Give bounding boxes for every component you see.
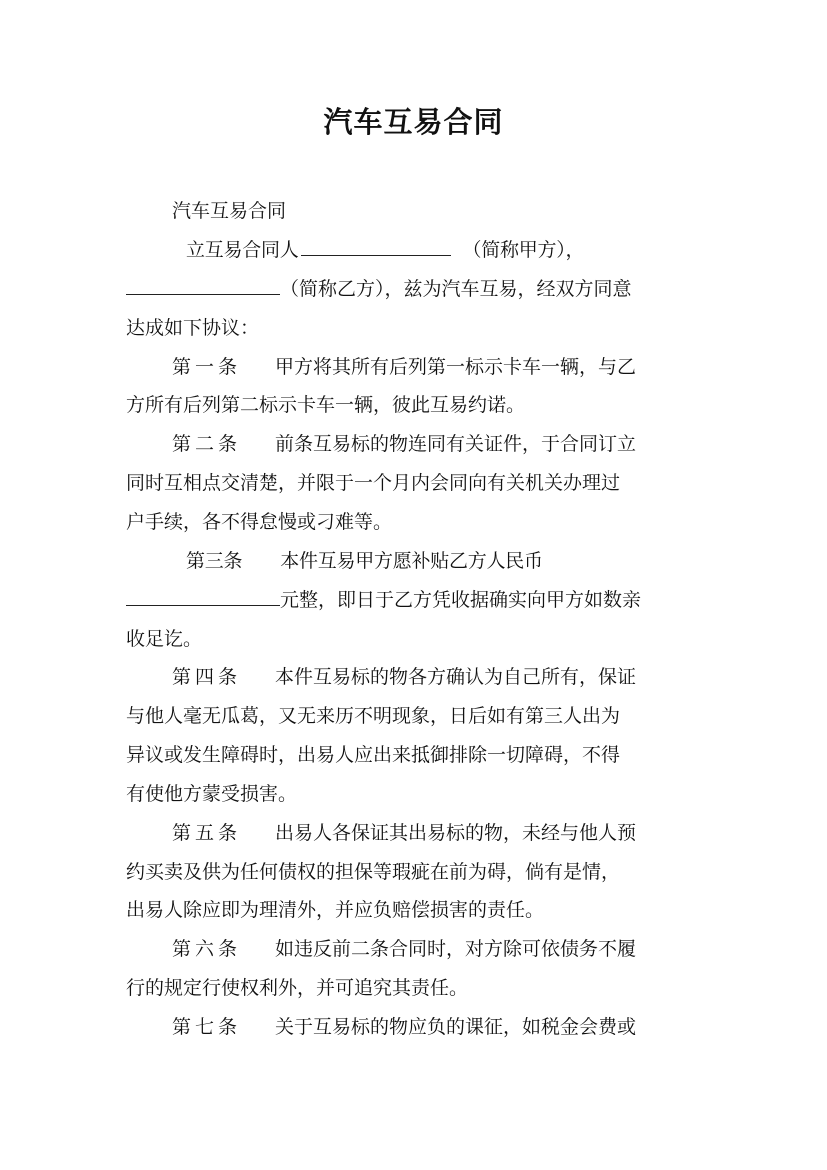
article-2-label: 第二条 [172, 433, 242, 455]
article-6-line-1 [172, 936, 702, 962]
article-1-label: 第一条 [172, 356, 242, 378]
preamble-line-2 [126, 276, 702, 302]
preamble-line-1 [186, 237, 702, 263]
subsidy-amount-blank [126, 587, 280, 606]
article-4-line-4: 有使他方蒙受损害。 [126, 783, 298, 805]
document-subtitle: 汽车互易合同 [172, 200, 287, 222]
article-4-label: 第四条 [172, 666, 242, 688]
article-7-line-1 [172, 1014, 702, 1040]
article-4-line-3: 异议或发生障碍时，出易人应出来抵御排除一切障碍，不得 [126, 744, 621, 766]
article-6-text: 如违反前二条合同时，对方除可依债务不履 [275, 938, 637, 960]
article-2-line-3: 户手续，各不得怠慢或刁难等。 [126, 511, 393, 533]
article-4-line-1 [172, 664, 702, 690]
article-7-text: 关于互易标的物应负的课征，如税金会费或 [275, 1016, 637, 1038]
article-1-text: 甲方将其所有后列第一标示卡车一辆，与乙 [275, 356, 637, 378]
article-4-text: 本件互易标的物各方确认为自己所有，保证 [275, 666, 637, 688]
article-2-line-2: 同时互相点交清楚，并限于一个月内会同向有关机关办理过 [126, 472, 621, 494]
article-4-line-2: 与他人毫无瓜葛，又无来历不明现象，日后如有第三人出为 [126, 705, 621, 727]
article-3-text-2: 元整，即日于乙方凭收据确实向甲方如数亲 [280, 589, 642, 611]
preamble-parties-label: 立互易合同人 [186, 239, 299, 261]
article-5-label: 第五条 [172, 822, 242, 844]
article-5-line-3: 出易人除应即为理清外，并应负赔偿损害的责任。 [126, 899, 545, 921]
article-2-line-1 [172, 431, 702, 457]
article-3-line-2 [126, 587, 702, 613]
article-2-text: 前条互易标的物连同有关证件，于合同订立 [275, 433, 637, 455]
article-6-line-2: 行的规定行使权利外，并可追究其责任。 [126, 977, 469, 999]
article-3-line-3: 收足讫。 [126, 628, 203, 650]
article-1-line-2: 方所有后列第二标示卡车一辆，彼此互易约诺。 [126, 394, 526, 416]
document-title: 汽车互易合同 [323, 105, 504, 139]
article-5-line-1 [172, 820, 702, 846]
party-b-suffix: （简称乙方），兹为汽车互易，经双方同意 [280, 278, 632, 300]
article-3-label: 第三条 [186, 550, 243, 572]
article-1-line-1 [172, 354, 702, 380]
party-b-blank [126, 276, 280, 295]
article-7-label: 第七条 [172, 1016, 242, 1038]
article-3-text: 本件互易甲方愿补贴乙方人民币 [280, 550, 543, 572]
preamble-line-3: 达成如下协议： [126, 317, 260, 339]
article-5-text: 出易人各保证其出易标的物，未经与他人预 [275, 822, 637, 844]
article-5-line-2: 约买卖及供为任何债权的担保等瑕疵在前为碍，倘有是情， [126, 861, 621, 883]
party-a-blank [301, 237, 451, 256]
article-3-line-1 [186, 548, 702, 574]
party-a-suffix: （简称甲方）， [462, 239, 585, 261]
article-6-label: 第六条 [172, 938, 242, 960]
